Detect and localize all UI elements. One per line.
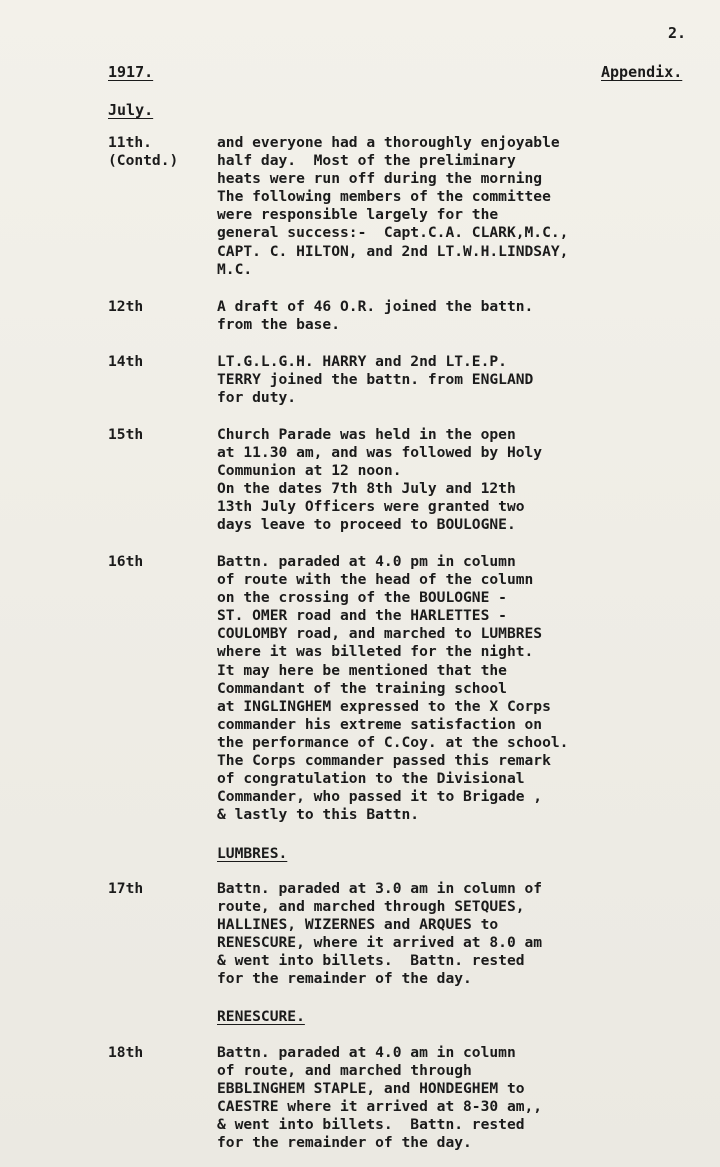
entry-text-16th: Battn. paraded at 4.0 pm in column of route with the head of the column on the crossing of the BOULOGNE - ST. OMER road and the HARLETTES - COULOMBY road, and marched to LUMBRES where it was billeted for the night. It may here be mentioned that the Commandant of the training school at INGLINGHEM expressed to the X Corps commander his extreme satisfaction on the performance of C.Coy. at the school. The Corps commander passed this remark of congratulation to the Divisional Commander, who passed it to Brigade , & lastly to this Battn. (217, 553, 569, 824)
appendix-heading: Appendix. (601, 63, 683, 81)
place-heading-lumbres: LUMBRES. (217, 845, 288, 862)
entry-date-18th: 18th (108, 1044, 144, 1061)
entry-date-14th: 14th (108, 353, 144, 370)
entry-date-11th: 11th. (Contd.) (108, 134, 179, 170)
entry-text-12th: A draft of 46 O.R. joined the battn. from the base. (217, 298, 534, 334)
year-heading: 1917. (108, 63, 154, 81)
entry-text-17th: Battn. paraded at 3.0 am in column of route, and marched through SETQUES, HALLINES, WIZERNES and ARQUES to RENESCURE, where it arrived at 8.0 am & went into billets. Battn. rested for the remainder of the day. (217, 880, 543, 988)
place-heading-renescure: RENESCURE. (217, 1008, 305, 1025)
entry-date-16th: 16th (108, 553, 144, 570)
entry-text-15th: Church Parade was held in the open at 11.30 am, and was followed by Holy Communion at 12 noon. On the dates 7th 8th July and 12th 13th July Officers were granted two days leave to proceed to BOULOGNE. (217, 426, 543, 534)
entry-date-12th: 12th (108, 298, 144, 315)
entry-date-15th: 15th (108, 426, 144, 443)
page-number: 2. (668, 24, 687, 42)
entry-text-14th: LT.G.L.G.H. HARRY and 2nd LT.E.P. TERRY joined the battn. from ENGLAND for duty. (217, 353, 534, 407)
entry-date-17th: 17th (108, 880, 144, 897)
entry-text-11th: and everyone had a thoroughly enjoyable half day. Most of the preliminary heats were run off during the morning The following members of the committee were responsible largely for the general success:- Capt.C.A. CLARK,M.C., CAPT. C. HILTON, and 2nd LT.W.H.LINDSAY, M.C. (217, 134, 569, 278)
month-heading: July. (108, 101, 154, 119)
entry-text-18th: Battn. paraded at 4.0 am in column of route, and marched through EBBLINGHEM STAPLE, and HONDEGHEM to CAESTRE where it arrived at 8-30 am,, & went into billets. Battn. rested for the remainder of the day. (217, 1044, 543, 1152)
